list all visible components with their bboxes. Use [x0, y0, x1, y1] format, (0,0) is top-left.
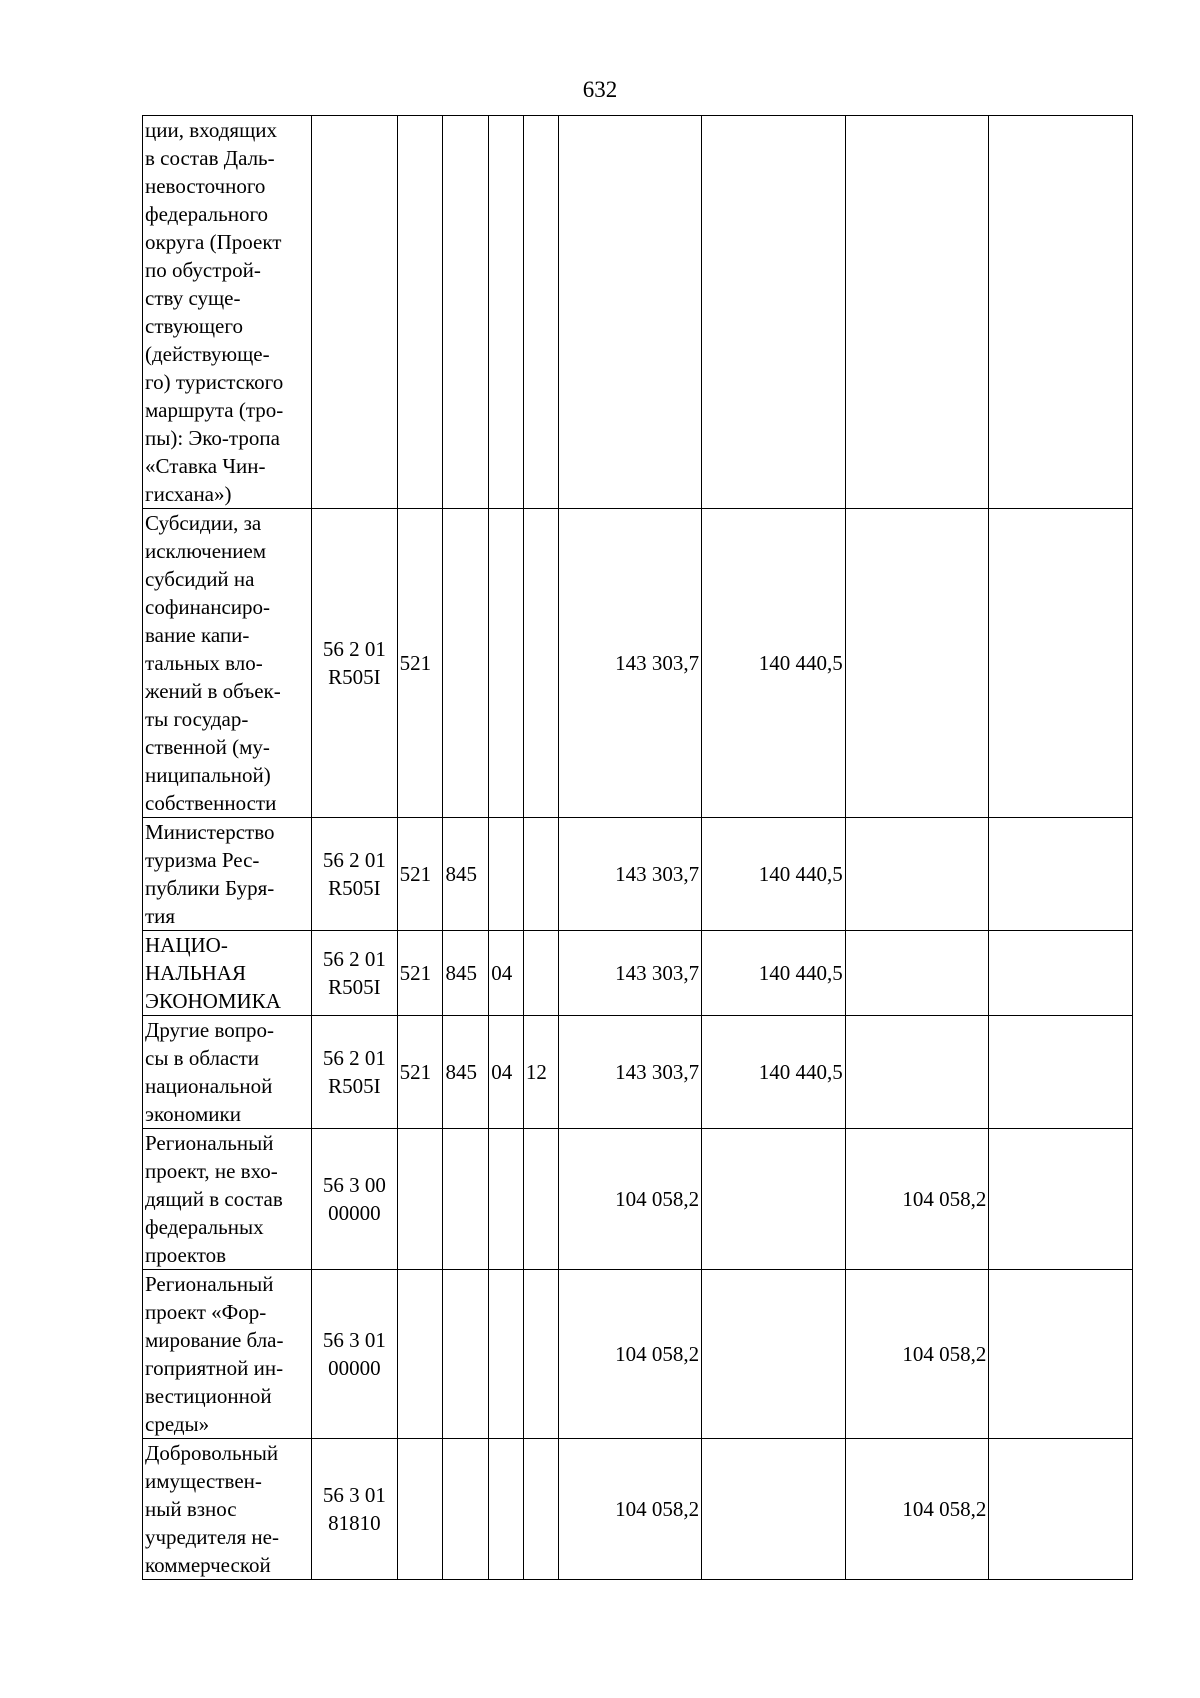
- target-article-cell: 56 3 01 81810: [312, 1439, 398, 1580]
- ministry-code-cell: 845: [443, 1016, 489, 1129]
- section-cell: [489, 1270, 524, 1439]
- section-cell: 04: [489, 931, 524, 1016]
- section-cell: 04: [489, 1016, 524, 1129]
- amount-regional-cell: [845, 1016, 989, 1129]
- ministry-code-cell: 845: [443, 818, 489, 931]
- amount-other-cell: [989, 1129, 1133, 1270]
- budget-table: [142, 115, 1133, 1580]
- target-article-cell: 56 3 00 00000: [312, 1129, 398, 1270]
- amount-other-cell: [989, 818, 1133, 931]
- page-number: 632: [582, 77, 618, 102]
- expense-type-cell: 521: [397, 818, 443, 931]
- subsection-cell: 12: [523, 1016, 558, 1129]
- amount-total-cell: 104 058,2: [558, 1129, 702, 1270]
- expense-type-cell: 521: [397, 1016, 443, 1129]
- amount-federal-cell: 140 440,5: [702, 1016, 846, 1129]
- amount-regional-cell: [845, 931, 989, 1016]
- expense-type-cell: [397, 1129, 443, 1270]
- subsection-cell: [523, 1439, 558, 1580]
- row-name-cell: НАЦИО- НАЛЬНАЯ ЭКОНОМИКА: [143, 931, 312, 1016]
- amount-federal-cell: [702, 116, 846, 509]
- section-cell: [489, 1129, 524, 1270]
- amount-total-cell: 143 303,7: [558, 818, 702, 931]
- amount-regional-cell: [845, 818, 989, 931]
- target-article-cell: 56 2 01 R505I: [312, 1016, 398, 1129]
- table-row: [143, 509, 1133, 818]
- amount-federal-cell: 140 440,5: [702, 509, 846, 818]
- amount-regional-cell: [845, 116, 989, 509]
- amount-federal-cell: [702, 1270, 846, 1439]
- section-cell: [489, 1439, 524, 1580]
- amount-other-cell: [989, 1270, 1133, 1439]
- table-row: [143, 1129, 1133, 1270]
- ministry-code-cell: [443, 116, 489, 509]
- table-row: [143, 116, 1133, 509]
- expense-type-cell: 521: [397, 509, 443, 818]
- target-article-cell: 56 2 01 R505I: [312, 818, 398, 931]
- subsection-cell: [523, 509, 558, 818]
- amount-total-cell: 143 303,7: [558, 509, 702, 818]
- amount-total-cell: [558, 116, 702, 509]
- amount-other-cell: [989, 1439, 1133, 1580]
- amount-federal-cell: [702, 1439, 846, 1580]
- row-name-cell: Добровольный имуществен- ный взнос учредителя не- коммерческой: [143, 1439, 312, 1580]
- subsection-cell: [523, 931, 558, 1016]
- amount-regional-cell: 104 058,2: [845, 1270, 989, 1439]
- row-name-cell: Другие вопро- сы в области национальной экономики: [143, 1016, 312, 1129]
- amount-federal-cell: [702, 1129, 846, 1270]
- row-name-cell: Министерство туризма Рес- публики Буря- тия: [143, 818, 312, 931]
- amount-total-cell: 143 303,7: [558, 931, 702, 1016]
- target-article-cell: 56 2 01 R505I: [312, 931, 398, 1016]
- table-row: [143, 1439, 1133, 1580]
- amount-other-cell: [989, 1016, 1133, 1129]
- amount-total-cell: 104 058,2: [558, 1439, 702, 1580]
- target-article-cell: [312, 116, 398, 509]
- expense-type-cell: [397, 1439, 443, 1580]
- ministry-code-cell: [443, 1270, 489, 1439]
- subsection-cell: [523, 116, 558, 509]
- ministry-code-cell: [443, 1439, 489, 1580]
- amount-regional-cell: [845, 509, 989, 818]
- amount-total-cell: 104 058,2: [558, 1270, 702, 1439]
- target-article-cell: 56 3 01 00000: [312, 1270, 398, 1439]
- amount-other-cell: [989, 931, 1133, 1016]
- amount-regional-cell: 104 058,2: [845, 1129, 989, 1270]
- expense-type-cell: 521: [397, 931, 443, 1016]
- subsection-cell: [523, 1270, 558, 1439]
- amount-federal-cell: 140 440,5: [702, 931, 846, 1016]
- subsection-cell: [523, 1129, 558, 1270]
- table-row: [143, 931, 1133, 1016]
- subsection-cell: [523, 818, 558, 931]
- expense-type-cell: [397, 116, 443, 509]
- ministry-code-cell: [443, 509, 489, 818]
- expense-type-cell: [397, 1270, 443, 1439]
- amount-other-cell: [989, 116, 1133, 509]
- row-name-cell: ции, входящих в состав Даль- невосточного федерального округа (Проект по обустрой- ству суще- ствующего (действующе- го) туристского маршрута (тро- пы): Эко-тропа «Ставка Чин- гисхана»): [143, 116, 312, 509]
- section-cell: [489, 116, 524, 509]
- section-cell: [489, 818, 524, 931]
- row-name-cell: Региональный проект, не вхо- дящий в состав федеральных проектов: [143, 1129, 312, 1270]
- target-article-cell: 56 2 01 R505I: [312, 509, 398, 818]
- row-name-cell: Субсидии, за исключением субсидий на софинансиро- вание капи- тальных вло- жений в объек- ты государ- ственной (му- ниципальной) собственности: [143, 509, 312, 818]
- table-row: [143, 1270, 1133, 1439]
- amount-other-cell: [989, 509, 1133, 818]
- table-row: [143, 1016, 1133, 1129]
- amount-regional-cell: 104 058,2: [845, 1439, 989, 1580]
- amount-federal-cell: 140 440,5: [702, 818, 846, 931]
- ministry-code-cell: [443, 1129, 489, 1270]
- row-name-cell: Региональный проект «Фор- мирование бла- гоприятной ин- вестиционной среды»: [143, 1270, 312, 1439]
- amount-total-cell: 143 303,7: [558, 1016, 702, 1129]
- section-cell: [489, 509, 524, 818]
- table-row: [143, 818, 1133, 931]
- ministry-code-cell: 845: [443, 931, 489, 1016]
